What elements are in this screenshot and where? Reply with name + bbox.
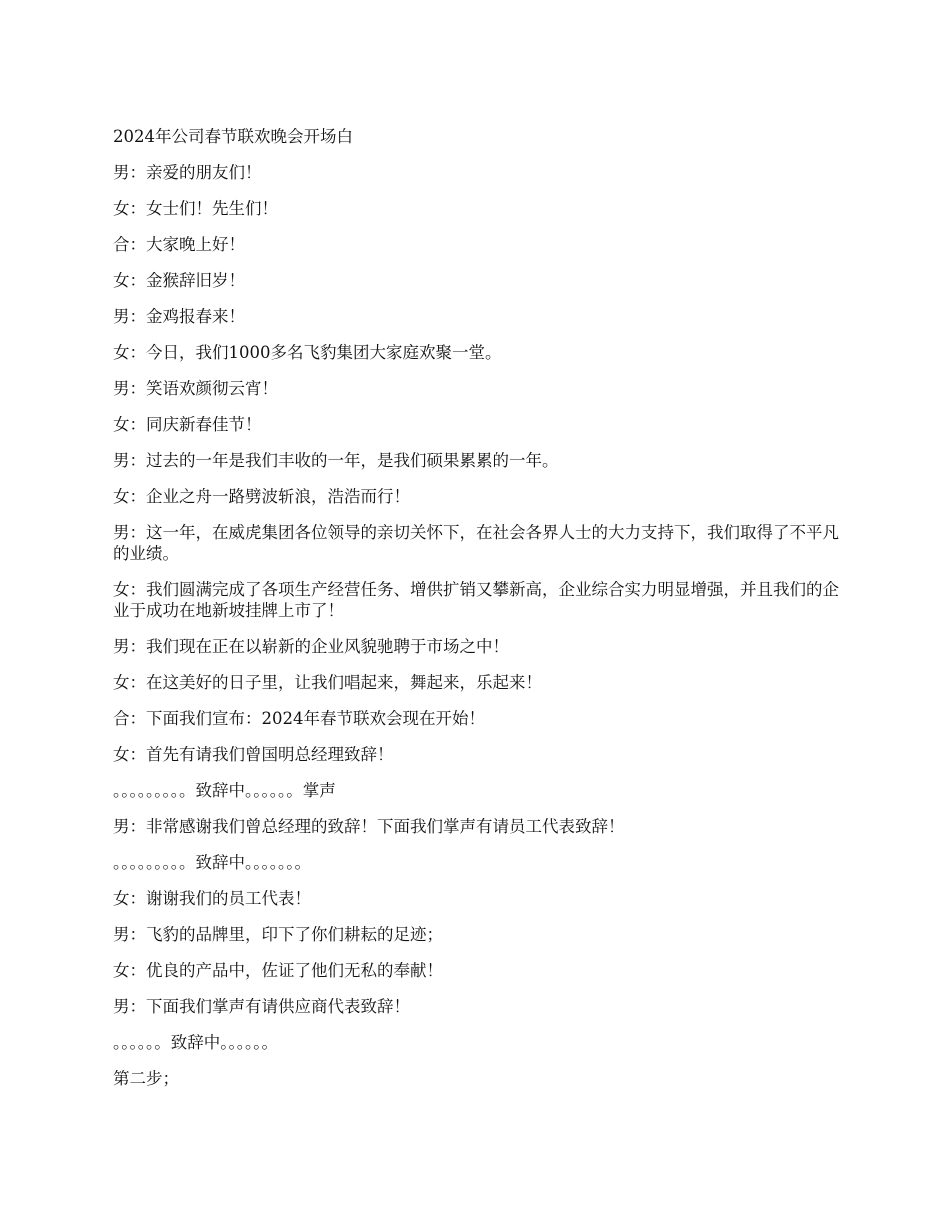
paragraph: 男：过去的一年是我们丰收的一年，是我们硕果累累的一年。 — [113, 451, 559, 470]
paragraph: 男：下面我们掌声有请供应商代表致辞！ — [113, 997, 410, 1016]
paragraph: 女：首先有请我们曾国明总经理致辞！ — [113, 745, 394, 764]
paragraph: 。。。。。。致辞中。。。。。。 — [113, 1033, 278, 1052]
paragraph: 女：女士们！先生们！ — [113, 199, 278, 218]
paragraph: 。。。。。。。。。致辞中。。。。。。掌声 — [113, 781, 336, 800]
paragraph: 男：飞豹的品牌里，印下了你们耕耘的足迹； — [113, 925, 443, 944]
paragraph: 男：亲爱的朋友们！ — [113, 163, 262, 182]
document-page — [113, 126, 845, 1104]
paragraph: 男：非常感谢我们曾总经理的致辞！下面我们掌声有请员工代表致辞！ — [113, 817, 625, 836]
paragraph: 。。。。。。。。。致辞中。。。。。。。 — [113, 853, 311, 872]
paragraph: 男：我们现在正在以崭新的企业风貌驰聘于市场之中！ — [113, 637, 509, 656]
paragraph: 男：笑语欢颜彻云宵！ — [113, 379, 278, 398]
document-title: 2024年公司春节联欢晚会开场白 — [113, 127, 353, 146]
paragraph: 女：同庆新春佳节！ — [113, 415, 262, 434]
paragraph: 男：金鸡报春来！ — [113, 307, 245, 326]
paragraph: 女：金猴辞旧岁！ — [113, 271, 245, 290]
paragraph: 女：企业之舟一路劈波斩浪，浩浩而行！ — [113, 487, 410, 506]
paragraph: 女：在这美好的日子里，让我们唱起来，舞起来，乐起来！ — [113, 673, 542, 692]
paragraph: 合：下面我们宣布：2024年春节联欢会现在开始！ — [113, 709, 485, 728]
paragraph: 女：我们圆满完成了各项生产经营任务、增供扩销又攀新高，企业综合实力明显增强，并且我们的企业于成功在地新坡挂牌上市了！ — [113, 580, 839, 620]
paragraph: 男：这一年，在威虎集团各位领导的亲切关怀下，在社会各界人士的大力支持下，我们取得了不平凡的业绩。 — [113, 523, 839, 563]
paragraph: 女：今日，我们1000多名飞豹集团大家庭欢聚一堂。 — [113, 343, 502, 362]
paragraph: 女：谢谢我们的员工代表！ — [113, 889, 311, 908]
paragraph: 第二步； — [113, 1069, 179, 1088]
paragraph: 合：大家晚上好！ — [113, 235, 245, 254]
paragraph: 女：优良的产品中，佐证了他们无私的奉献！ — [113, 961, 443, 980]
